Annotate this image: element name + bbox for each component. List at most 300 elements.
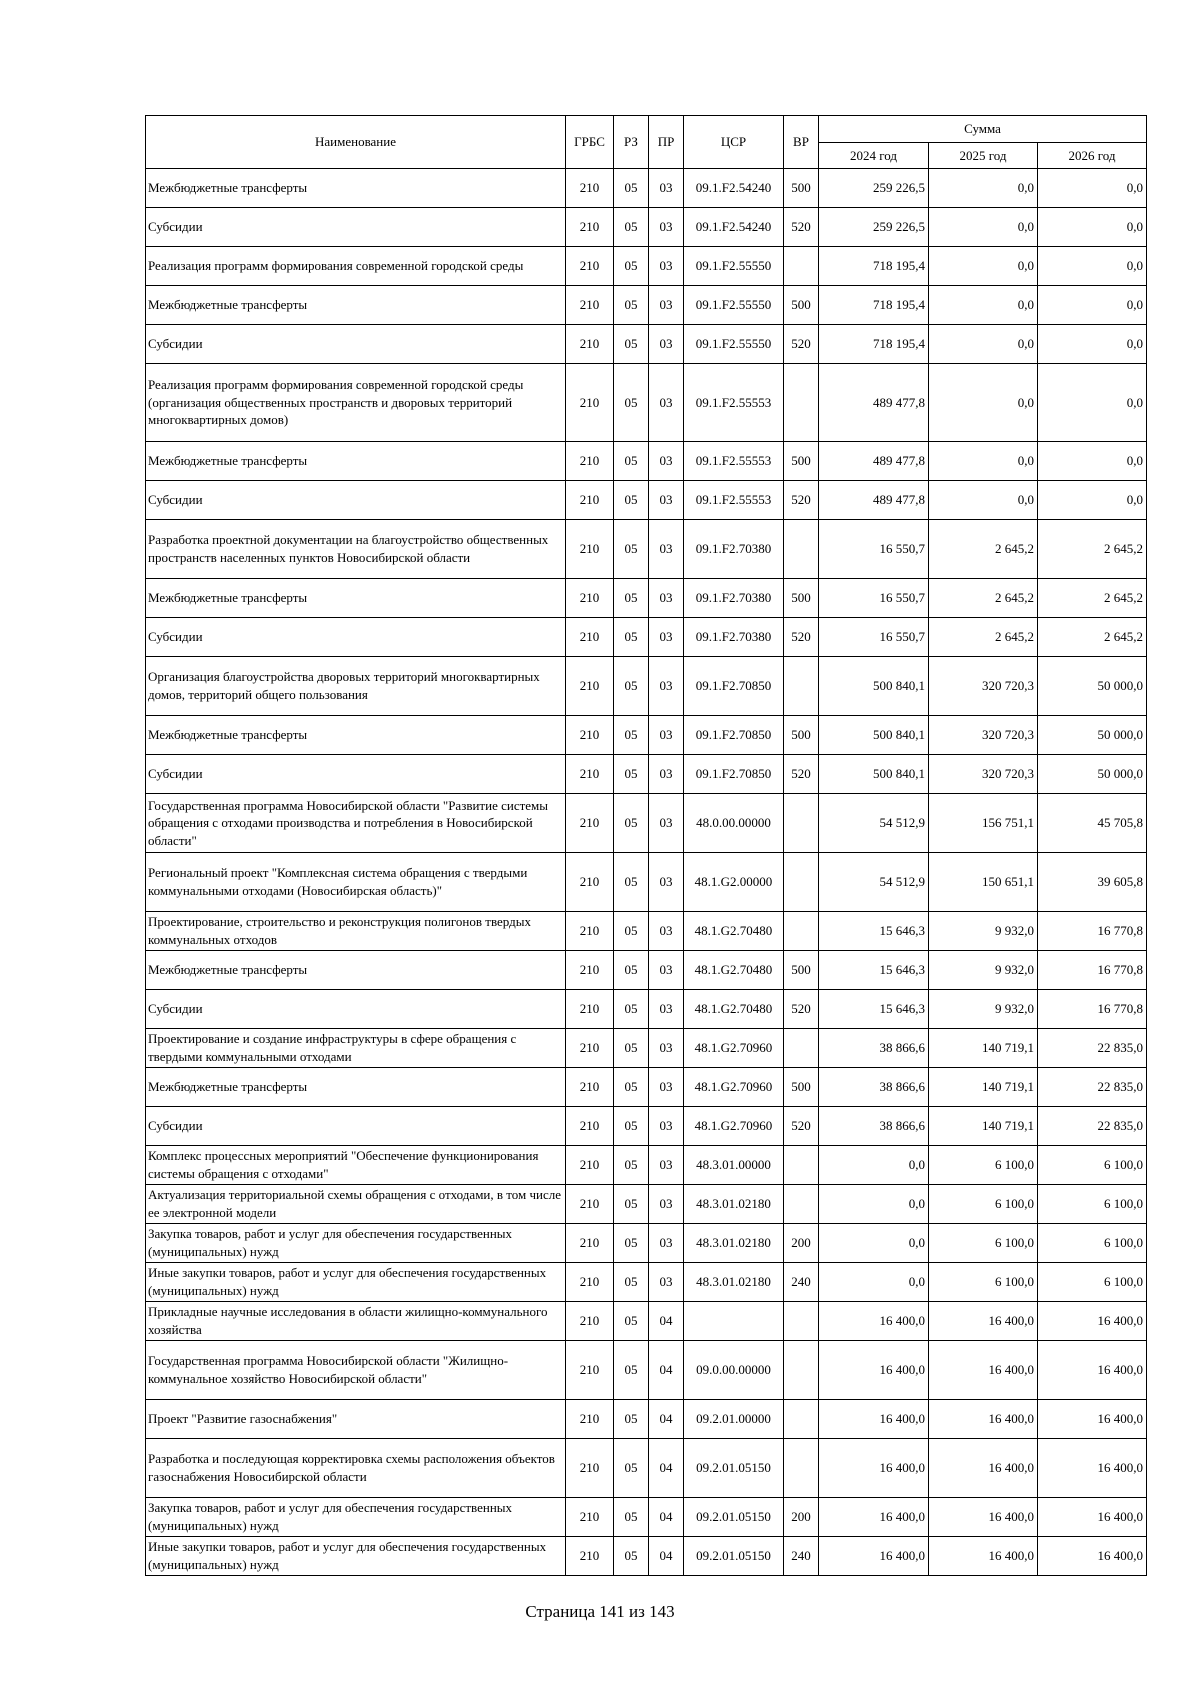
cell-grbs: 210 bbox=[566, 794, 614, 853]
cell-pr: 03 bbox=[649, 520, 684, 579]
cell-rz: 05 bbox=[614, 247, 649, 286]
cell-rz: 05 bbox=[614, 1341, 649, 1400]
cell-2025: 6 100,0 bbox=[929, 1185, 1038, 1224]
cell-name: Субсидии bbox=[146, 755, 566, 794]
cell-2026: 22 835,0 bbox=[1038, 1029, 1147, 1068]
cell-name: Проектирование, строительство и реконструкция полигонов твердых коммунальных отходов bbox=[146, 912, 566, 951]
cell-pr: 03 bbox=[649, 169, 684, 208]
cell-vr bbox=[784, 1302, 819, 1341]
cell-csr: 09.2.01.05150 bbox=[684, 1537, 784, 1576]
cell-grbs: 210 bbox=[566, 1185, 614, 1224]
cell-csr bbox=[684, 1302, 784, 1341]
cell-pr: 04 bbox=[649, 1498, 684, 1537]
cell-name: Реализация программ формирования современной городской среды (организация общественных пространств и дворовых территорий многоквартирных домов) bbox=[146, 364, 566, 442]
cell-name: Субсидии bbox=[146, 481, 566, 520]
cell-2026: 0,0 bbox=[1038, 442, 1147, 481]
table-row bbox=[146, 794, 1147, 853]
cell-2024: 16 400,0 bbox=[819, 1400, 929, 1439]
cell-rz: 05 bbox=[614, 794, 649, 853]
cell-csr: 48.3.01.02180 bbox=[684, 1224, 784, 1263]
cell-2024: 0,0 bbox=[819, 1185, 929, 1224]
cell-2026: 16 770,8 bbox=[1038, 912, 1147, 951]
cell-2024: 16 400,0 bbox=[819, 1498, 929, 1537]
cell-csr: 09.1.F2.55553 bbox=[684, 481, 784, 520]
cell-2025: 2 645,2 bbox=[929, 618, 1038, 657]
cell-rz: 05 bbox=[614, 442, 649, 481]
cell-2024: 16 400,0 bbox=[819, 1537, 929, 1576]
cell-2025: 16 400,0 bbox=[929, 1341, 1038, 1400]
cell-csr: 09.1.F2.70380 bbox=[684, 618, 784, 657]
cell-pr: 03 bbox=[649, 1263, 684, 1302]
cell-2024: 38 866,6 bbox=[819, 1029, 929, 1068]
cell-vr: 240 bbox=[784, 1263, 819, 1302]
cell-grbs: 210 bbox=[566, 853, 614, 912]
cell-2024: 54 512,9 bbox=[819, 794, 929, 853]
cell-2026: 6 100,0 bbox=[1038, 1146, 1147, 1185]
cell-vr: 500 bbox=[784, 1068, 819, 1107]
cell-2025: 6 100,0 bbox=[929, 1224, 1038, 1263]
cell-grbs: 210 bbox=[566, 1146, 614, 1185]
cell-name: Межбюджетные трансферты bbox=[146, 579, 566, 618]
cell-rz: 05 bbox=[614, 1224, 649, 1263]
table-row bbox=[146, 1537, 1147, 1576]
cell-csr: 48.1.G2.70480 bbox=[684, 990, 784, 1029]
cell-pr: 03 bbox=[649, 325, 684, 364]
cell-2026: 2 645,2 bbox=[1038, 520, 1147, 579]
cell-2024: 718 195,4 bbox=[819, 286, 929, 325]
cell-name: Иные закупки товаров, работ и услуг для обеспечения государственных (муниципальных) нужд bbox=[146, 1263, 566, 1302]
cell-vr bbox=[784, 657, 819, 716]
cell-name: Межбюджетные трансферты bbox=[146, 286, 566, 325]
cell-2026: 50 000,0 bbox=[1038, 716, 1147, 755]
cell-pr: 03 bbox=[649, 1185, 684, 1224]
cell-pr: 03 bbox=[649, 755, 684, 794]
cell-2024: 15 646,3 bbox=[819, 951, 929, 990]
cell-csr: 09.1.F2.70850 bbox=[684, 755, 784, 794]
cell-2026: 0,0 bbox=[1038, 208, 1147, 247]
header-rz: РЗ bbox=[614, 116, 649, 169]
cell-name: Межбюджетные трансферты bbox=[146, 442, 566, 481]
cell-csr: 48.3.01.02180 bbox=[684, 1185, 784, 1224]
cell-2024: 489 477,8 bbox=[819, 442, 929, 481]
table-row bbox=[146, 1068, 1147, 1107]
cell-rz: 05 bbox=[614, 1146, 649, 1185]
cell-vr bbox=[784, 1341, 819, 1400]
cell-pr: 03 bbox=[649, 364, 684, 442]
cell-csr: 09.1.F2.54240 bbox=[684, 169, 784, 208]
cell-grbs: 210 bbox=[566, 1029, 614, 1068]
table-row bbox=[146, 755, 1147, 794]
cell-csr: 09.2.01.00000 bbox=[684, 1400, 784, 1439]
cell-2026: 2 645,2 bbox=[1038, 618, 1147, 657]
cell-name: Проект "Развитие газоснабжения" bbox=[146, 1400, 566, 1439]
cell-csr: 09.1.F2.54240 bbox=[684, 208, 784, 247]
cell-vr: 500 bbox=[784, 442, 819, 481]
cell-pr: 03 bbox=[649, 1029, 684, 1068]
cell-2025: 16 400,0 bbox=[929, 1302, 1038, 1341]
cell-2025: 156 751,1 bbox=[929, 794, 1038, 853]
cell-2025: 6 100,0 bbox=[929, 1263, 1038, 1302]
cell-pr: 04 bbox=[649, 1400, 684, 1439]
cell-vr: 500 bbox=[784, 579, 819, 618]
cell-2025: 2 645,2 bbox=[929, 579, 1038, 618]
cell-grbs: 210 bbox=[566, 1439, 614, 1498]
cell-2026: 6 100,0 bbox=[1038, 1263, 1147, 1302]
cell-2024: 38 866,6 bbox=[819, 1107, 929, 1146]
cell-pr: 03 bbox=[649, 579, 684, 618]
table-row bbox=[146, 1107, 1147, 1146]
cell-rz: 05 bbox=[614, 520, 649, 579]
cell-pr: 04 bbox=[649, 1341, 684, 1400]
cell-2025: 0,0 bbox=[929, 286, 1038, 325]
table-row bbox=[146, 579, 1147, 618]
cell-2024: 500 840,1 bbox=[819, 755, 929, 794]
cell-2024: 259 226,5 bbox=[819, 208, 929, 247]
cell-vr bbox=[784, 520, 819, 579]
cell-2024: 38 866,6 bbox=[819, 1068, 929, 1107]
cell-vr bbox=[784, 364, 819, 442]
cell-2024: 16 550,7 bbox=[819, 520, 929, 579]
cell-grbs: 210 bbox=[566, 1107, 614, 1146]
cell-2026: 16 400,0 bbox=[1038, 1439, 1147, 1498]
cell-csr: 48.1.G2.70480 bbox=[684, 951, 784, 990]
cell-2024: 0,0 bbox=[819, 1224, 929, 1263]
cell-pr: 03 bbox=[649, 794, 684, 853]
cell-2025: 16 400,0 bbox=[929, 1537, 1038, 1576]
cell-csr: 48.1.G2.70960 bbox=[684, 1029, 784, 1068]
cell-pr: 03 bbox=[649, 481, 684, 520]
cell-name: Иные закупки товаров, работ и услуг для обеспечения государственных (муниципальных) нужд bbox=[146, 1537, 566, 1576]
cell-2026: 0,0 bbox=[1038, 481, 1147, 520]
cell-rz: 05 bbox=[614, 1537, 649, 1576]
cell-grbs: 210 bbox=[566, 1537, 614, 1576]
cell-grbs: 210 bbox=[566, 364, 614, 442]
cell-2024: 16 400,0 bbox=[819, 1439, 929, 1498]
cell-csr: 48.1.G2.70960 bbox=[684, 1107, 784, 1146]
cell-csr: 09.1.F2.55550 bbox=[684, 247, 784, 286]
table-row bbox=[146, 1341, 1147, 1400]
table-row bbox=[146, 618, 1147, 657]
cell-2026: 22 835,0 bbox=[1038, 1068, 1147, 1107]
cell-2024: 718 195,4 bbox=[819, 325, 929, 364]
cell-csr: 09.0.00.00000 bbox=[684, 1341, 784, 1400]
cell-grbs: 210 bbox=[566, 247, 614, 286]
cell-grbs: 210 bbox=[566, 286, 614, 325]
cell-vr: 520 bbox=[784, 208, 819, 247]
cell-vr: 500 bbox=[784, 951, 819, 990]
cell-name: Государственная программа Новосибирской области "Развитие системы обращения с отходами производства и потребления в Новосибирской области" bbox=[146, 794, 566, 853]
cell-2025: 16 400,0 bbox=[929, 1498, 1038, 1537]
cell-name: Закупка товаров, работ и услуг для обеспечения государственных (муниципальных) нужд bbox=[146, 1498, 566, 1537]
cell-2024: 16 400,0 bbox=[819, 1302, 929, 1341]
table-row bbox=[146, 208, 1147, 247]
cell-2025: 140 719,1 bbox=[929, 1068, 1038, 1107]
cell-grbs: 210 bbox=[566, 990, 614, 1029]
cell-rz: 05 bbox=[614, 325, 649, 364]
cell-csr: 09.1.F2.55550 bbox=[684, 286, 784, 325]
cell-2024: 489 477,8 bbox=[819, 481, 929, 520]
table-row bbox=[146, 325, 1147, 364]
table-row bbox=[146, 286, 1147, 325]
cell-csr: 09.1.F2.55553 bbox=[684, 364, 784, 442]
cell-rz: 05 bbox=[614, 1029, 649, 1068]
header-pr: ПР bbox=[649, 116, 684, 169]
cell-vr bbox=[784, 247, 819, 286]
cell-pr: 03 bbox=[649, 1107, 684, 1146]
cell-pr: 04 bbox=[649, 1439, 684, 1498]
cell-rz: 05 bbox=[614, 618, 649, 657]
cell-rz: 05 bbox=[614, 481, 649, 520]
cell-rz: 05 bbox=[614, 1439, 649, 1498]
cell-csr: 48.1.G2.70480 bbox=[684, 912, 784, 951]
cell-2026: 16 770,8 bbox=[1038, 951, 1147, 990]
cell-rz: 05 bbox=[614, 1263, 649, 1302]
cell-grbs: 210 bbox=[566, 169, 614, 208]
cell-grbs: 210 bbox=[566, 618, 614, 657]
cell-2025: 6 100,0 bbox=[929, 1146, 1038, 1185]
cell-2025: 9 932,0 bbox=[929, 912, 1038, 951]
cell-2026: 39 605,8 bbox=[1038, 853, 1147, 912]
cell-2024: 0,0 bbox=[819, 1146, 929, 1185]
cell-2025: 0,0 bbox=[929, 364, 1038, 442]
header-row-top bbox=[146, 116, 1147, 143]
cell-name: Государственная программа Новосибирской области "Жилищно-коммунальное хозяйство Новосибирской области" bbox=[146, 1341, 566, 1400]
cell-rz: 05 bbox=[614, 716, 649, 755]
cell-grbs: 210 bbox=[566, 481, 614, 520]
table-row bbox=[146, 1400, 1147, 1439]
cell-pr: 03 bbox=[649, 912, 684, 951]
cell-grbs: 210 bbox=[566, 657, 614, 716]
cell-2026: 16 770,8 bbox=[1038, 990, 1147, 1029]
page-number: Страница 141 из 143 bbox=[525, 1602, 675, 1621]
cell-vr bbox=[784, 794, 819, 853]
cell-2025: 0,0 bbox=[929, 442, 1038, 481]
cell-pr: 04 bbox=[649, 1537, 684, 1576]
cell-2025: 140 719,1 bbox=[929, 1029, 1038, 1068]
cell-2026: 16 400,0 bbox=[1038, 1537, 1147, 1576]
cell-rz: 05 bbox=[614, 208, 649, 247]
cell-2024: 489 477,8 bbox=[819, 364, 929, 442]
cell-csr: 09.1.F2.70850 bbox=[684, 716, 784, 755]
cell-grbs: 210 bbox=[566, 1068, 614, 1107]
cell-csr: 48.3.01.02180 bbox=[684, 1263, 784, 1302]
cell-name: Проектирование и создание инфраструктуры в сфере обращения с твердыми коммунальными отходами bbox=[146, 1029, 566, 1068]
cell-2025: 320 720,3 bbox=[929, 716, 1038, 755]
table-row bbox=[146, 1263, 1147, 1302]
cell-rz: 05 bbox=[614, 657, 649, 716]
cell-2025: 16 400,0 bbox=[929, 1439, 1038, 1498]
header-2026: 2026 год bbox=[1038, 143, 1147, 169]
cell-pr: 04 bbox=[649, 1302, 684, 1341]
cell-csr: 09.2.01.05150 bbox=[684, 1439, 784, 1498]
cell-vr: 520 bbox=[784, 755, 819, 794]
table-row bbox=[146, 990, 1147, 1029]
cell-name: Прикладные научные исследования в области жилищно-коммунального хозяйства bbox=[146, 1302, 566, 1341]
cell-2024: 15 646,3 bbox=[819, 990, 929, 1029]
cell-name: Реализация программ формирования современной городской среды bbox=[146, 247, 566, 286]
table-row bbox=[146, 169, 1147, 208]
table-row bbox=[146, 1302, 1147, 1341]
cell-pr: 03 bbox=[649, 1068, 684, 1107]
cell-pr: 03 bbox=[649, 442, 684, 481]
cell-vr bbox=[784, 1439, 819, 1498]
table-row bbox=[146, 520, 1147, 579]
cell-pr: 03 bbox=[649, 247, 684, 286]
table-row bbox=[146, 1146, 1147, 1185]
cell-grbs: 210 bbox=[566, 325, 614, 364]
cell-vr: 520 bbox=[784, 1107, 819, 1146]
cell-2024: 718 195,4 bbox=[819, 247, 929, 286]
cell-pr: 03 bbox=[649, 208, 684, 247]
table-row bbox=[146, 1439, 1147, 1498]
cell-vr: 200 bbox=[784, 1224, 819, 1263]
cell-rz: 05 bbox=[614, 1400, 649, 1439]
cell-vr: 500 bbox=[784, 716, 819, 755]
cell-grbs: 210 bbox=[566, 1341, 614, 1400]
cell-2025: 2 645,2 bbox=[929, 520, 1038, 579]
cell-2025: 140 719,1 bbox=[929, 1107, 1038, 1146]
cell-2024: 500 840,1 bbox=[819, 716, 929, 755]
cell-grbs: 210 bbox=[566, 520, 614, 579]
cell-2024: 54 512,9 bbox=[819, 853, 929, 912]
cell-name: Межбюджетные трансферты bbox=[146, 716, 566, 755]
table-row bbox=[146, 364, 1147, 442]
cell-vr bbox=[784, 1146, 819, 1185]
cell-2026: 50 000,0 bbox=[1038, 657, 1147, 716]
cell-2026: 45 705,8 bbox=[1038, 794, 1147, 853]
cell-pr: 03 bbox=[649, 618, 684, 657]
cell-2026: 16 400,0 bbox=[1038, 1341, 1147, 1400]
cell-rz: 05 bbox=[614, 1302, 649, 1341]
cell-name: Межбюджетные трансферты bbox=[146, 1068, 566, 1107]
cell-grbs: 210 bbox=[566, 442, 614, 481]
cell-pr: 03 bbox=[649, 853, 684, 912]
cell-rz: 05 bbox=[614, 990, 649, 1029]
table-row bbox=[146, 716, 1147, 755]
table-row bbox=[146, 1029, 1147, 1068]
table-row bbox=[146, 951, 1147, 990]
cell-2026: 6 100,0 bbox=[1038, 1224, 1147, 1263]
cell-2026: 0,0 bbox=[1038, 286, 1147, 325]
cell-csr: 09.1.F2.55550 bbox=[684, 325, 784, 364]
cell-pr: 03 bbox=[649, 990, 684, 1029]
cell-2025: 0,0 bbox=[929, 169, 1038, 208]
cell-grbs: 210 bbox=[566, 579, 614, 618]
cell-2024: 16 550,7 bbox=[819, 618, 929, 657]
header-name: Наименование bbox=[146, 116, 566, 169]
cell-vr: 520 bbox=[784, 481, 819, 520]
cell-2024: 16 400,0 bbox=[819, 1341, 929, 1400]
cell-vr: 240 bbox=[784, 1537, 819, 1576]
cell-2024: 16 550,7 bbox=[819, 579, 929, 618]
table-row bbox=[146, 853, 1147, 912]
cell-name: Организация благоустройства дворовых территорий многоквартирных домов, территорий общего пользования bbox=[146, 657, 566, 716]
cell-2025: 0,0 bbox=[929, 208, 1038, 247]
cell-pr: 03 bbox=[649, 286, 684, 325]
cell-name: Разработка и последующая корректировка схемы расположения объектов газоснабжения Новосибирской области bbox=[146, 1439, 566, 1498]
cell-2025: 0,0 bbox=[929, 247, 1038, 286]
cell-2026: 0,0 bbox=[1038, 247, 1147, 286]
cell-grbs: 210 bbox=[566, 1224, 614, 1263]
cell-grbs: 210 bbox=[566, 1263, 614, 1302]
cell-rz: 05 bbox=[614, 951, 649, 990]
cell-name: Субсидии bbox=[146, 1107, 566, 1146]
table-row bbox=[146, 442, 1147, 481]
cell-2025: 150 651,1 bbox=[929, 853, 1038, 912]
cell-vr bbox=[784, 853, 819, 912]
cell-vr: 500 bbox=[784, 286, 819, 325]
cell-grbs: 210 bbox=[566, 1400, 614, 1439]
cell-2026: 0,0 bbox=[1038, 364, 1147, 442]
cell-csr: 09.1.F2.70380 bbox=[684, 579, 784, 618]
cell-2025: 0,0 bbox=[929, 325, 1038, 364]
cell-rz: 05 bbox=[614, 755, 649, 794]
table-row bbox=[146, 912, 1147, 951]
cell-name: Межбюджетные трансферты bbox=[146, 169, 566, 208]
cell-pr: 03 bbox=[649, 657, 684, 716]
cell-rz: 05 bbox=[614, 912, 649, 951]
cell-2026: 16 400,0 bbox=[1038, 1498, 1147, 1537]
cell-grbs: 210 bbox=[566, 716, 614, 755]
cell-csr: 09.2.01.05150 bbox=[684, 1498, 784, 1537]
cell-vr: 200 bbox=[784, 1498, 819, 1537]
cell-rz: 05 bbox=[614, 1068, 649, 1107]
cell-vr: 500 bbox=[784, 169, 819, 208]
table-row bbox=[146, 1185, 1147, 1224]
cell-vr bbox=[784, 912, 819, 951]
cell-grbs: 210 bbox=[566, 1498, 614, 1537]
cell-2026: 2 645,2 bbox=[1038, 579, 1147, 618]
table-row bbox=[146, 481, 1147, 520]
cell-grbs: 210 bbox=[566, 1302, 614, 1341]
cell-vr bbox=[784, 1400, 819, 1439]
cell-name: Закупка товаров, работ и услуг для обеспечения государственных (муниципальных) нужд bbox=[146, 1224, 566, 1263]
cell-csr: 09.1.F2.70380 bbox=[684, 520, 784, 579]
cell-name: Субсидии bbox=[146, 990, 566, 1029]
cell-csr: 48.1.G2.00000 bbox=[684, 853, 784, 912]
cell-rz: 05 bbox=[614, 1185, 649, 1224]
table-row bbox=[146, 247, 1147, 286]
cell-vr: 520 bbox=[784, 618, 819, 657]
cell-pr: 03 bbox=[649, 1224, 684, 1263]
cell-pr: 03 bbox=[649, 1146, 684, 1185]
cell-name: Разработка проектной документации на благоустройство общественных пространств населенных пунктов Новосибирской области bbox=[146, 520, 566, 579]
cell-csr: 48.0.00.00000 bbox=[684, 794, 784, 853]
cell-2025: 9 932,0 bbox=[929, 951, 1038, 990]
cell-2026: 50 000,0 bbox=[1038, 755, 1147, 794]
cell-csr: 09.1.F2.55553 bbox=[684, 442, 784, 481]
cell-name: Межбюджетные трансферты bbox=[146, 951, 566, 990]
cell-2026: 16 400,0 bbox=[1038, 1302, 1147, 1341]
cell-csr: 48.3.01.00000 bbox=[684, 1146, 784, 1185]
table-row bbox=[146, 1224, 1147, 1263]
header-sum: Сумма bbox=[819, 116, 1147, 143]
cell-vr bbox=[784, 1185, 819, 1224]
cell-grbs: 210 bbox=[566, 755, 614, 794]
cell-name: Актуализация территориальной схемы обращения с отходами, в том числе ее электронной модели bbox=[146, 1185, 566, 1224]
cell-2025: 9 932,0 bbox=[929, 990, 1038, 1029]
cell-pr: 03 bbox=[649, 951, 684, 990]
budget-table bbox=[145, 115, 1147, 1576]
cell-2026: 22 835,0 bbox=[1038, 1107, 1147, 1146]
cell-grbs: 210 bbox=[566, 951, 614, 990]
cell-vr: 520 bbox=[784, 325, 819, 364]
cell-grbs: 210 bbox=[566, 208, 614, 247]
header-grbs: ГРБС bbox=[566, 116, 614, 169]
table-row bbox=[146, 657, 1147, 716]
cell-name: Комплекс процессных мероприятий "Обеспечение функционирования системы обращения с отходами" bbox=[146, 1146, 566, 1185]
header-vr: ВР bbox=[784, 116, 819, 169]
